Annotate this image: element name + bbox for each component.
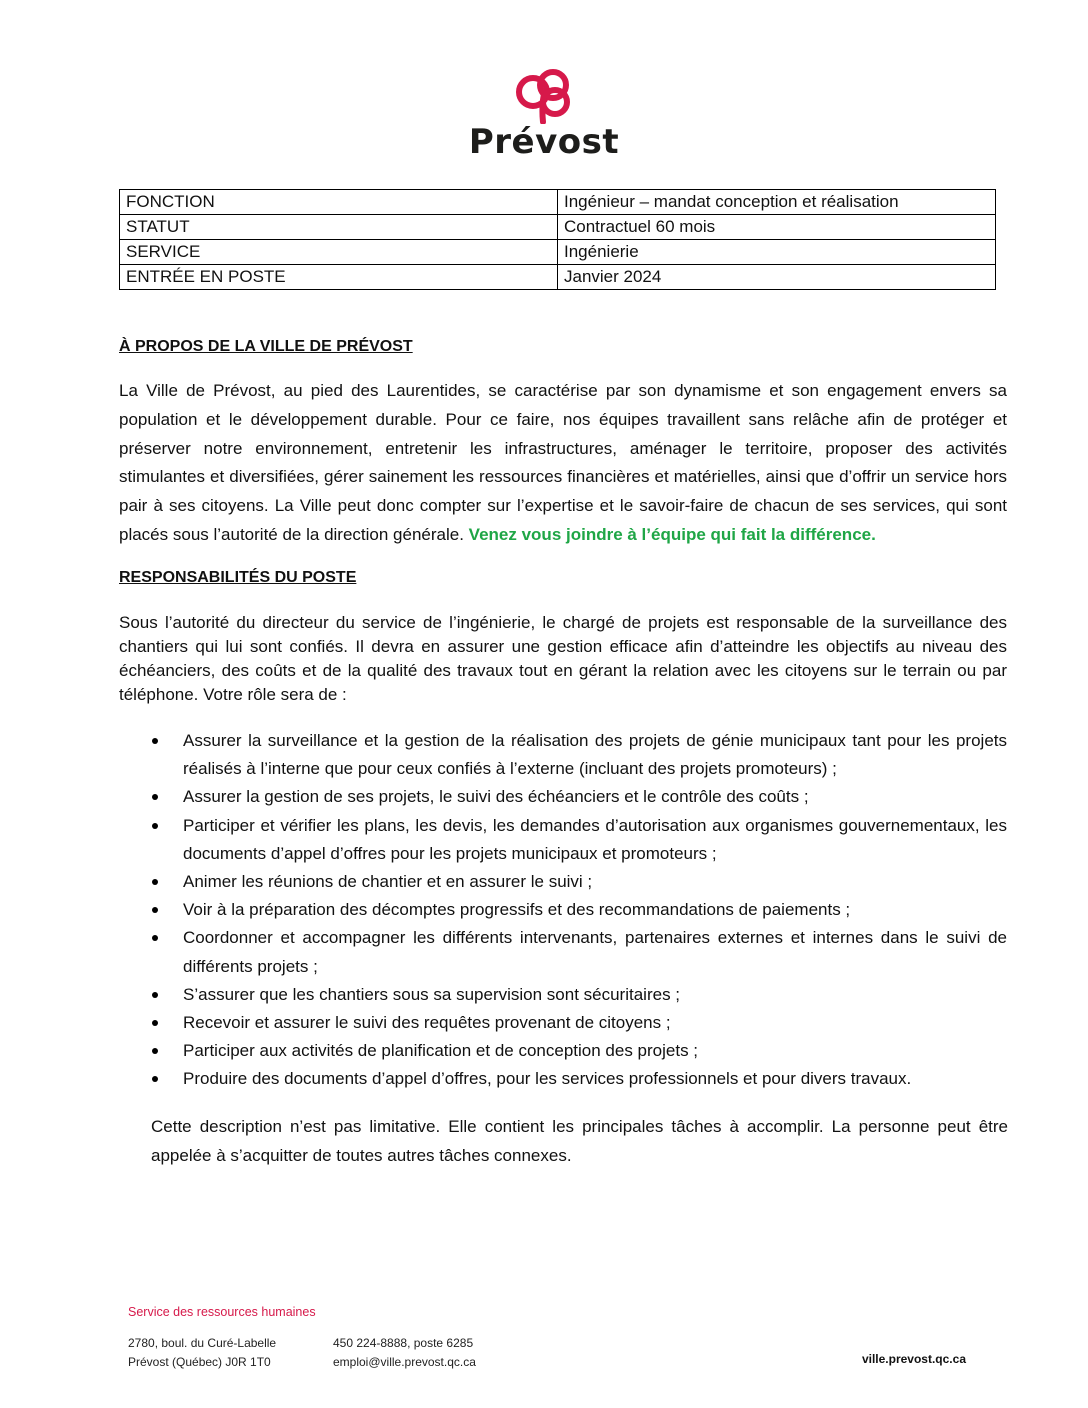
list-item: Coordonner et accompagner les différents intervenants, partenaires externes et internes dans le suivi de différents projets ; <box>119 924 1007 980</box>
label-service: SERVICE <box>120 240 558 265</box>
table-row <box>120 240 996 265</box>
list-item: S’assurer que les chantiers sous sa supervision sont sécuritaires ; <box>119 981 1007 1009</box>
brand-name: Prévost <box>468 122 620 162</box>
about-paragraph <box>119 377 1007 550</box>
footer-address-line2: Prévost (Québec) J0R 1T0 <box>128 1355 271 1369</box>
footer-website[interactable]: ville.prevost.qc.ca <box>861 1352 966 1366</box>
label-fonction: FONCTION <box>120 190 558 215</box>
list-item: Animer les réunions de chantier et en assurer le suivi ; <box>119 868 1007 896</box>
value-statut: Contractuel 60 mois <box>558 215 996 240</box>
closing-note: Cette description n’est pas limitative. Elle contient les principales tâches à accomplir. La personne peut être appelée à s’acquitter de toutes autres tâches connexes. <box>151 1117 1008 1165</box>
value-fonction: Ingénieur – mandat conception et réalisation <box>558 190 996 215</box>
footer-phone: 450 224-8888, poste 6285 <box>333 1336 474 1350</box>
job-info-table <box>119 189 996 290</box>
table-row <box>120 265 996 290</box>
table-row <box>120 190 996 215</box>
list-item: Assurer la gestion de ses projets, le suivi des échéanciers et le contrôle des coûts ; <box>119 783 1007 811</box>
footer-title: Service des ressources humaines <box>128 1305 316 1319</box>
list-item: Participer et vérifier les plans, les devis, les demandes d’autorisation aux organismes gouvernementaux, les documents d’appel d’offres pour les projets municipaux et promoteurs ; <box>119 812 1007 868</box>
about-body: La Ville de Prévost, au pied des Laurentides, se caractérise par son dynamisme et son engagement envers sa population et le développement durable. Pour ce faire, nos équipes travaillent sans relâche afin de protéger et préserver notre environnement, entretenir les infrastructures, aménager le territoire, proposer des activités stimulantes et diversifiées, gérer sainement les ressources financières et matérielles, ainsi que d’offrir un service hors pair à ses citoyens. La Ville peut donc compter sur l’expertise et le savoir-faire de chacun de ses services, qui sont placés sous l’autorité de la direction générale. <box>119 381 1007 544</box>
about-highlight: Venez vous joindre à l’équipe qui fait la différence. <box>468 524 876 544</box>
prevost-tree-icon <box>512 68 576 124</box>
footer-email[interactable]: emploi@ville.prevost.qc.ca <box>333 1355 476 1369</box>
about-heading: À PROPOS DE LA VILLE DE PRÉVOST <box>119 338 413 355</box>
footer-contact <box>333 1334 476 1372</box>
list-item: Assurer la surveillance et la gestion de la réalisation des projets de génie municipaux tant pour les projets réalisés à l’interne que pour ceux confiés à l’externe (incluant des projets promoteurs) ; <box>119 727 1007 783</box>
footer-address-line1: 2780, boul. du Curé-Labelle <box>128 1336 277 1350</box>
value-service: Ingénierie <box>558 240 996 265</box>
list-item: Participer aux activités de planification et de conception des projets ; <box>119 1037 1007 1065</box>
responsibilities-heading: RESPONSABILITÉS DU POSTE <box>119 569 357 586</box>
responsibilities-intro: Sous l’autorité du directeur du service de l’ingénierie, le chargé de projets est responsable de la surveillance des chantiers qui lui sont confiés. Il devra en assurer une gestion efficace afin d’atteindre les objectifs au niveau des échéanciers, des coûts et de la qualité des travaux tout en gérant la relation avec les citoyens sur le terrain ou par téléphone. Votre rôle sera de : <box>119 613 1007 704</box>
list-item: Recevoir et assurer le suivi des requêtes provenant de citoyens ; <box>119 1009 1007 1037</box>
table-row <box>120 215 996 240</box>
responsibilities-list <box>119 727 1007 1094</box>
label-statut: STATUT <box>120 215 558 240</box>
value-entree-en-poste: Janvier 2024 <box>558 265 996 290</box>
label-entree-en-poste: ENTRÉE EN POSTE <box>120 265 558 290</box>
footer-address <box>128 1334 276 1372</box>
list-item: Produire des documents d’appel d’offres, pour les services professionnels et pour divers travaux. <box>119 1065 1007 1093</box>
prevost-logo <box>0 68 1088 160</box>
list-item: Voir à la préparation des décomptes progressifs et des recommandations de paiements ; <box>119 896 1007 924</box>
